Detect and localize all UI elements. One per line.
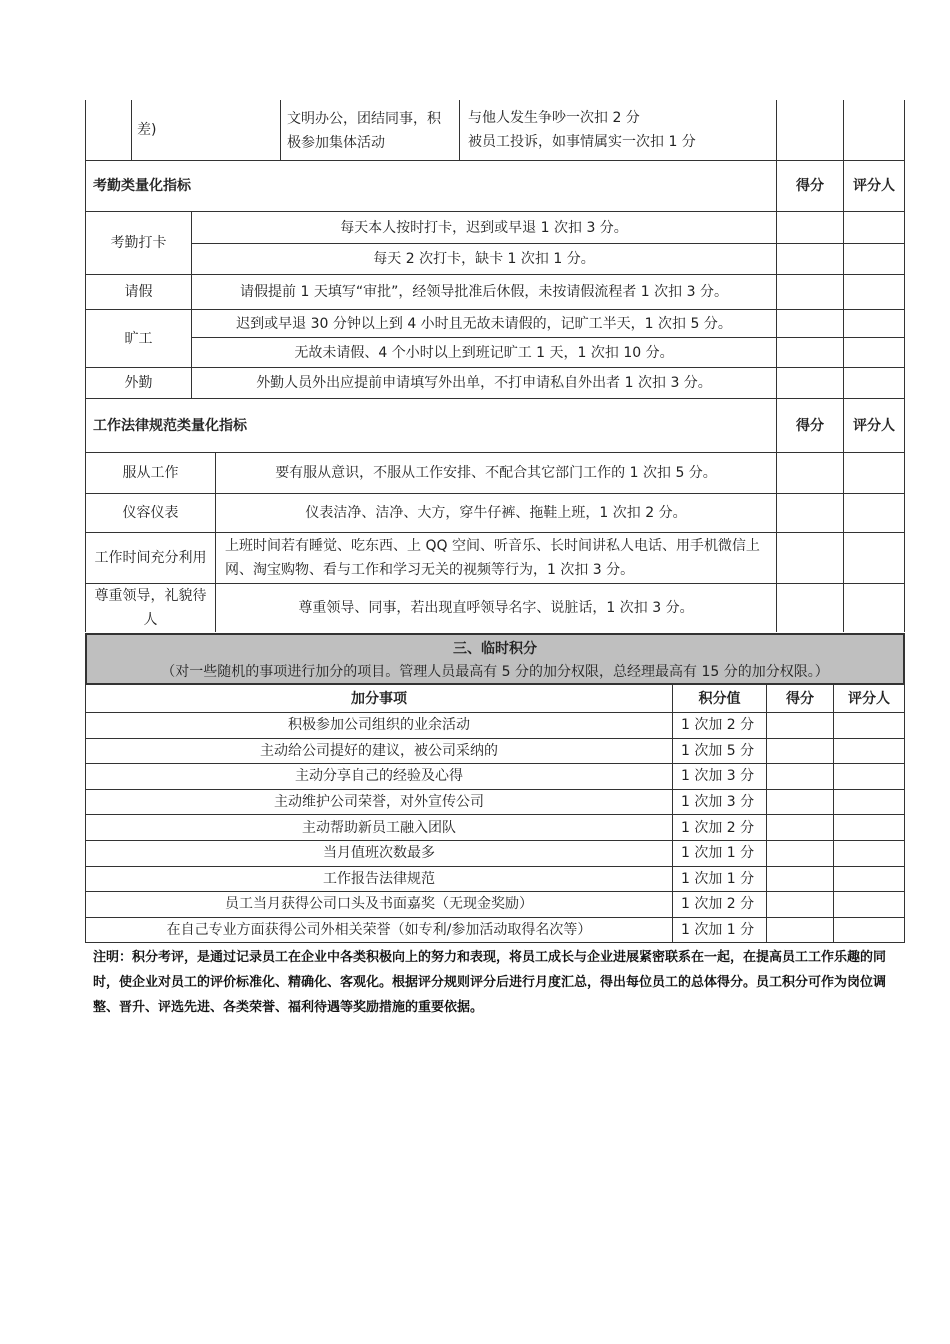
temporary-row-value: 1 次加 2 分 (681, 717, 755, 734)
temporary-title: 三、临时积分 (453, 641, 537, 657)
temporary-row-value: 1 次加 2 分 (681, 819, 755, 836)
conduct-obey-name: 服从工作 (122, 465, 179, 481)
temporary-row-value: 1 次加 3 分 (681, 768, 755, 785)
temporary-col-rater: 评分人 (848, 691, 890, 707)
attendance-leave-name: 请假 (124, 284, 153, 300)
temporary-row-value: 1 次加 1 分 (681, 845, 755, 862)
top-row-rules (468, 106, 768, 154)
attendance-score-header: 得分 (796, 178, 824, 194)
conduct-score-header: 得分 (796, 417, 824, 434)
temporary-row-value: 1 次加 2 分 (681, 896, 755, 913)
temporary-col-value: 积分值 (698, 691, 741, 707)
conduct-respect-rule: 尊重领导、同事，若出现直呼领导名字、说脏话，1 次扣 3 分。 (298, 600, 694, 616)
temporary-banner (85, 633, 905, 685)
attendance-rater-header: 评分人 (853, 178, 895, 194)
attendance-clockin-rule-2: 每天 2 次打卡，缺卡 1 次扣 1 分。 (373, 251, 595, 267)
temporary-row-value: 1 次加 1 分 (681, 870, 755, 887)
temporary-row-item: 积极参加公司组织的业余活动 (288, 717, 470, 734)
temporary-row-item: 员工当月获得公司口头及书面嘉奖（无现金奖励） (225, 896, 533, 913)
temporary-subtitle: （对一些随机的事项进行加分的项目。管理人员最高有 5 分的加分权限，总经理最高有 15 分的加分权限。） (161, 664, 829, 680)
temporary-col-item: 加分事项 (351, 691, 407, 707)
temporary-row-item: 主动分享自己的经验及心得 (295, 768, 463, 785)
temporary-row-item: 主动给公司提好的建议，被公司采纳的 (260, 742, 498, 759)
attendance-absence-rule-2: 无故未请假、4 个小时以上到班记旷工 1 天，1 次扣 10 分。 (294, 344, 674, 361)
top-row-category: 差) (137, 122, 157, 138)
temporary-row-item: 在自己专业方面获得公司外相关荣誉（如专利/参加活动取得名次等） (166, 922, 592, 939)
temporary-row-item: 主动维护公司荣誉，对外宣传公司 (274, 794, 484, 811)
temporary-row-item: 主动帮助新员工融入团队 (302, 819, 456, 836)
conduct-obey-rule: 要有服从意识，不服从工作安排、不配合其它部门工作的 1 次扣 5 分。 (275, 465, 717, 481)
temporary-col-score: 得分 (786, 691, 814, 707)
temporary-row-value: 1 次加 5 分 (681, 742, 755, 759)
footnote: 注明：积分考评，是通过记录员工在企业中各类积极向上的努力和表现，将员工成长与企业进展紧密联系在一起，在提高员工工作乐趣的同时，使企业对员工的评价标准化、精确化、客观化。根据评分规则评分后进行月度汇总，得出每位员工的总体得分。员工积分可作为岗位调整、晋升、评选先进、各类荣誉、福利待遇等奖励措施的重要依据。 (93, 950, 887, 1015)
conduct-rater-header: 评分人 (853, 417, 895, 434)
top-row-rule-2: 被员工投诉，如事情属实一次扣 1 分 (468, 134, 696, 150)
attendance-field-rule: 外勤人员外出应提前申请填写外出单，不打申请私自外出者 1 次扣 3 分。 (256, 375, 712, 391)
attendance-clockin-name: 考勤打卡 (110, 235, 167, 251)
conduct-worktime-name: 工作时间充分利用 (94, 550, 207, 566)
conduct-worktime-rule: 上班时间若有睡觉、吃东西、上 QQ 空间、听音乐、长时间讲私人电话、用手机微信上网、淘宝购物、看与工作和学习无关的视频等行为，1 次扣 3 分。 (225, 538, 760, 578)
conduct-respect-name: 尊重领导，礼貌待人 (94, 588, 207, 628)
attendance-leave-rule: 请假提前 1 天填写“审批”，经领导批准后休假，未按请假流程者 1 次扣 3 分。 (240, 284, 728, 300)
top-row-criteria: 文明办公，团结同事，积极参加集体活动 (287, 111, 441, 151)
temporary-row-item: 工作报告法律规范 (323, 870, 435, 887)
conduct-section-header: 工作法律规范类量化指标 (93, 417, 247, 434)
conduct-appearance-name: 仪容仪表 (122, 505, 179, 521)
top-row-rule-1: 与他人发生争吵一次扣 2 分 (468, 110, 640, 126)
attendance-field-name: 外勤 (124, 375, 153, 391)
attendance-section-header: 考勤类量化指标 (93, 178, 191, 194)
conduct-appearance-rule: 仪表洁净、洁净、大方，穿牛仔裤、拖鞋上班，1 次扣 2 分。 (305, 505, 687, 521)
attendance-absence-name: 旷工 (124, 330, 153, 347)
attendance-absence-rule-1: 迟到或早退 30 分钟以上到 4 小时且无故未请假的，记旷工半天，1 次扣 5 分。 (236, 315, 732, 332)
temporary-row-value: 1 次加 1 分 (681, 922, 755, 939)
temporary-row-item: 当月值班次数最多 (323, 845, 435, 862)
temporary-row-value: 1 次加 3 分 (681, 794, 755, 811)
attendance-clockin-rule-1: 每天本人按时打卡，迟到或早退 1 次扣 3 分。 (340, 219, 628, 236)
